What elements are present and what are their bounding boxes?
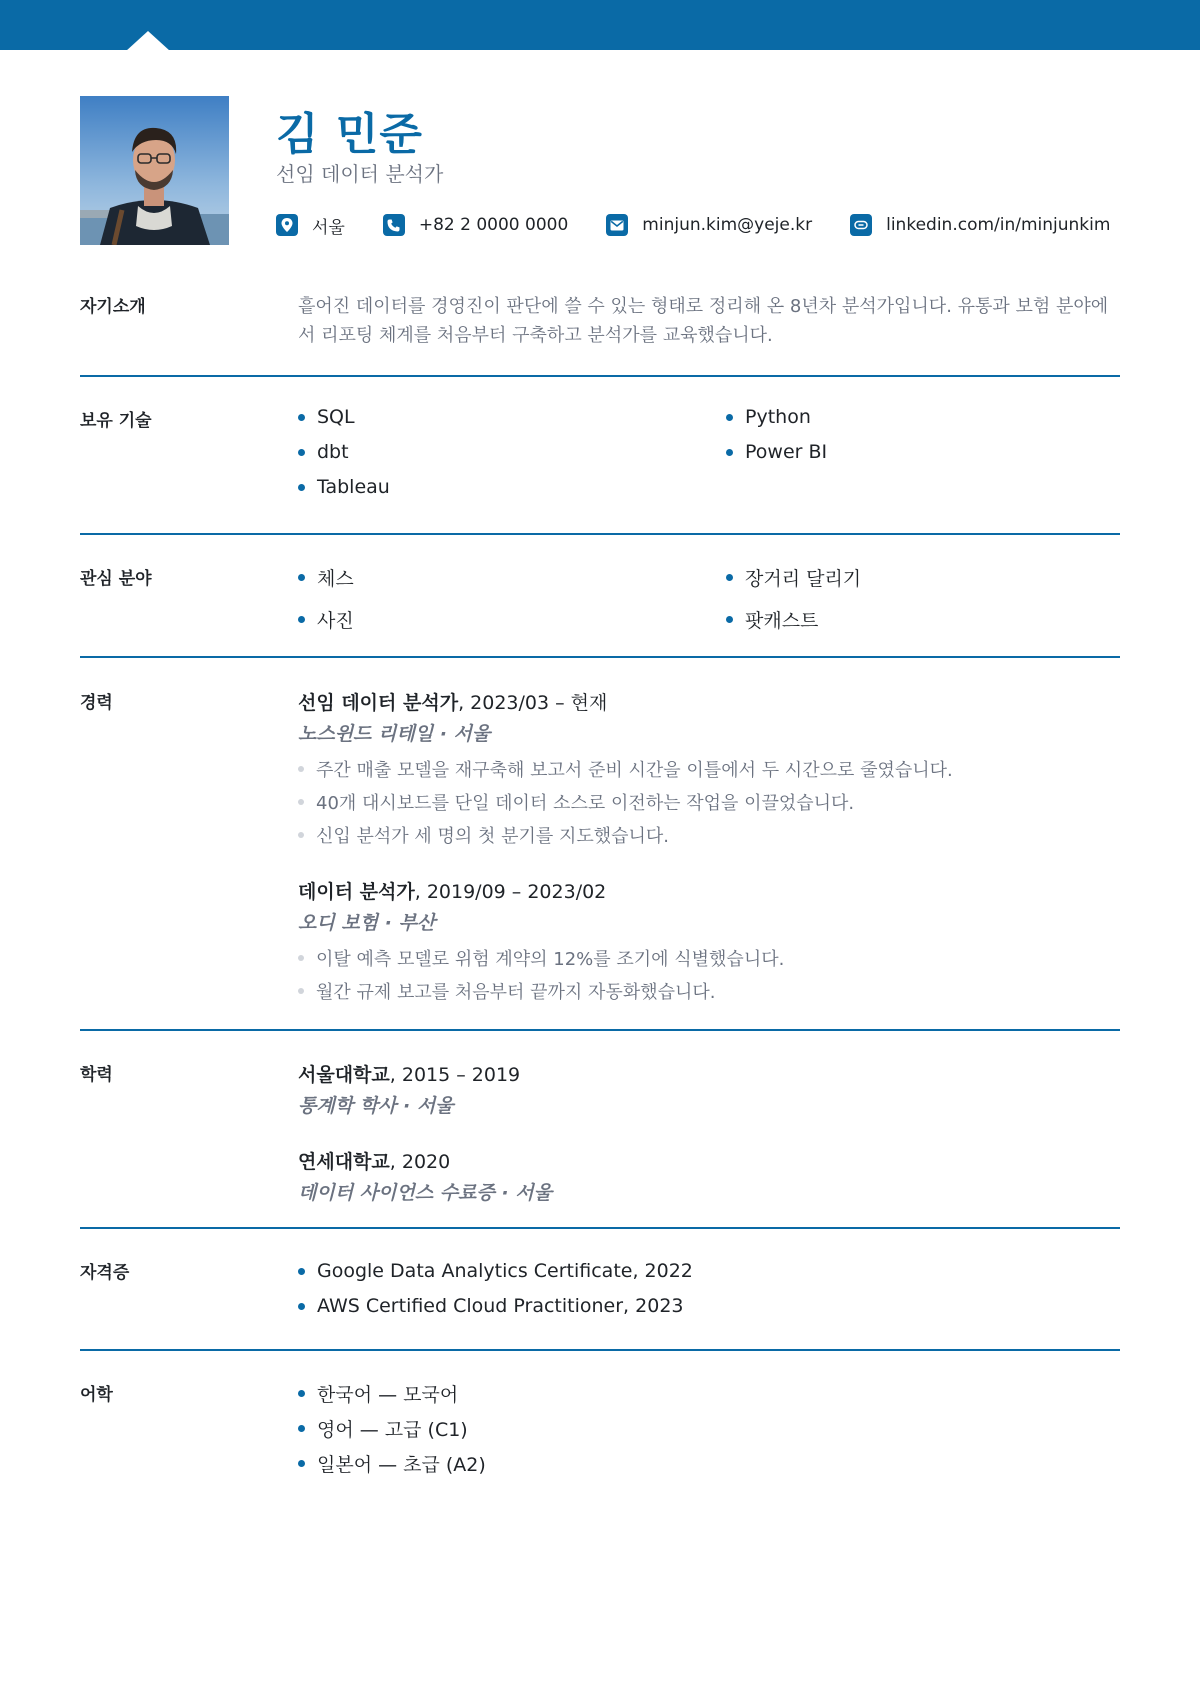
- job-heading: [298, 877, 1120, 904]
- bullet-dot: [726, 574, 733, 581]
- education-period: , 2015 – 2019: [389, 1064, 521, 1086]
- job-bullet: [298, 818, 1120, 851]
- skill-label: Python: [745, 406, 811, 428]
- bullet-dot: [298, 988, 304, 994]
- bullet-dot: [298, 1390, 305, 1397]
- job-company: 오디 보험 · 부산: [298, 912, 436, 934]
- skill-item: [298, 441, 726, 463]
- bullet-dot: [298, 1460, 305, 1467]
- contact-location-text: 서울: [312, 217, 345, 238]
- bullet-dot: [298, 1425, 305, 1432]
- mail-icon: [606, 214, 628, 236]
- job-bullet-text: 40개 대시보드를 단일 데이터 소스로 이전하는 작업을 이끌었습니다.: [316, 792, 855, 814]
- interest-item: [298, 564, 726, 591]
- school-name: 서울대학교: [298, 1064, 390, 1086]
- certificate-item: [298, 1258, 1120, 1284]
- location-pin-icon: [276, 214, 298, 236]
- job-bullet-text: 이탈 예측 모델로 위험 계약의 12%를 조기에 식별했습니다.: [316, 948, 785, 970]
- section-divider: [80, 1227, 1120, 1229]
- job-entry: [298, 877, 1120, 1007]
- person-name: 김 민준: [276, 109, 423, 160]
- certificate-label: Google Data Analytics Certificate, 2022: [317, 1260, 693, 1282]
- certificates-title: 자격증: [80, 1263, 130, 1283]
- bullet-dot: [298, 414, 305, 421]
- job-position: 데이터 분석가: [298, 881, 415, 903]
- job-bullet-text: 신입 분석가 세 명의 첫 분기를 지도했습니다.: [316, 825, 670, 847]
- bullet-dot: [726, 449, 733, 456]
- interest-item: [298, 606, 726, 633]
- header-bar: [0, 0, 1200, 50]
- interest-item: [726, 564, 1120, 591]
- bullet-dot: [298, 449, 305, 456]
- phone-icon: [383, 214, 405, 236]
- bullet-dot: [298, 1268, 305, 1275]
- contact-email[interactable]: [606, 214, 812, 236]
- interest-label: 팟캐스트: [745, 610, 819, 632]
- job-heading: [298, 688, 1120, 715]
- bullet-dot: [298, 616, 305, 623]
- education-entry: [298, 1147, 1120, 1205]
- skill-label: Power BI: [745, 441, 828, 463]
- section-divider: [80, 1349, 1120, 1351]
- job-bullet-text: 주간 매출 모델을 재구축해 보고서 준비 시간을 이틀에서 두 시간으로 줄였습니다.: [316, 759, 953, 781]
- language-item: [298, 1415, 1120, 1441]
- experience-title: 경력: [80, 693, 113, 713]
- interest-label: 장거리 달리기: [745, 568, 862, 590]
- job-bullet: [298, 752, 1120, 785]
- skill-item: [726, 406, 1120, 428]
- education-heading: [298, 1147, 1120, 1174]
- summary-title: 자기소개: [80, 297, 146, 317]
- job-bullet: [298, 974, 1120, 1007]
- language-label: 일본어 — 초급 (A2): [317, 1453, 486, 1476]
- bullet-dot: [726, 414, 733, 421]
- bullet-dot: [298, 766, 304, 772]
- skill-item: [298, 406, 726, 428]
- bullet-dot: [298, 832, 304, 838]
- education-detail: 데이터 사이언스 수료증 · 서울: [298, 1182, 552, 1204]
- bullet-dot: [298, 1303, 305, 1310]
- education-period: , 2020: [389, 1151, 451, 1173]
- interest-item: [726, 606, 1120, 633]
- job-bullet: [298, 941, 1120, 974]
- section-divider: [80, 375, 1120, 377]
- skills-title: 보유 기술: [80, 411, 152, 431]
- language-label: 영어 — 고급 (C1): [317, 1418, 468, 1441]
- profile-photo: [80, 96, 229, 245]
- education-heading: [298, 1060, 1120, 1087]
- section-divider: [80, 656, 1120, 658]
- skill-label: Tableau: [317, 476, 390, 498]
- certificate-item: [298, 1293, 1120, 1319]
- language-item: [298, 1380, 1120, 1406]
- skill-item: [298, 476, 726, 498]
- header-notch: [126, 31, 170, 51]
- school-name: 연세대학교: [298, 1151, 390, 1173]
- job-position: 선임 데이터 분석가: [298, 692, 459, 714]
- job-period: , 2019/09 – 2023/02: [414, 881, 607, 903]
- bullet-dot: [298, 799, 304, 805]
- job-entry: [298, 688, 1120, 851]
- contact-row: [276, 212, 1148, 238]
- summary-text: 흩어진 데이터를 경영진이 판단에 쓸 수 있는 형태로 정리해 온 8년차 분석가입니다. 유통과 보험 분야에서 리포팅 체계를 처음부터 구축하고 분석가를 교육했습니다.: [298, 296, 1109, 346]
- bullet-dot: [298, 484, 305, 491]
- contact-phone-text: +82 2 0000 0000: [418, 215, 569, 235]
- interest-label: 체스: [317, 568, 354, 590]
- link-icon: [850, 214, 872, 236]
- job-bullet: [298, 785, 1120, 818]
- language-item: [298, 1450, 1120, 1476]
- contact-linkedin[interactable]: [850, 214, 1110, 236]
- section-divider: [80, 1029, 1120, 1031]
- contact-email-text: minjun.kim@yeje.kr: [642, 215, 813, 235]
- contact-location: [276, 213, 345, 238]
- job-company: 노스윈드 리테일 · 서울: [298, 723, 491, 745]
- education-detail: 통계학 학사 · 서울: [298, 1095, 454, 1117]
- interests-title: 관심 분야: [80, 569, 152, 589]
- job-period: , 2023/03 – 현재: [458, 692, 608, 714]
- bullet-dot: [298, 574, 305, 581]
- languages-title: 어학: [80, 1385, 113, 1405]
- skill-label: SQL: [317, 406, 355, 428]
- education-title: 학력: [80, 1065, 113, 1085]
- skill-label: dbt: [317, 441, 349, 463]
- language-label: 한국어 — 모국어: [317, 1383, 459, 1406]
- interest-label: 사진: [317, 610, 354, 632]
- skill-item: [726, 441, 1120, 463]
- certificate-label: AWS Certified Cloud Practitioner, 2023: [317, 1295, 684, 1317]
- person-role: 선임 데이터 분석가: [276, 162, 444, 186]
- contact-phone[interactable]: [383, 214, 568, 236]
- bullet-dot: [726, 616, 733, 623]
- bullet-dot: [298, 955, 304, 961]
- job-bullet-text: 월간 규제 보고를 처음부터 끝까지 자동화했습니다.: [316, 981, 716, 1003]
- section-divider: [80, 533, 1120, 535]
- contact-linkedin-text: linkedin.com/in/minjunkim: [886, 215, 1111, 235]
- education-entry: [298, 1060, 1120, 1118]
